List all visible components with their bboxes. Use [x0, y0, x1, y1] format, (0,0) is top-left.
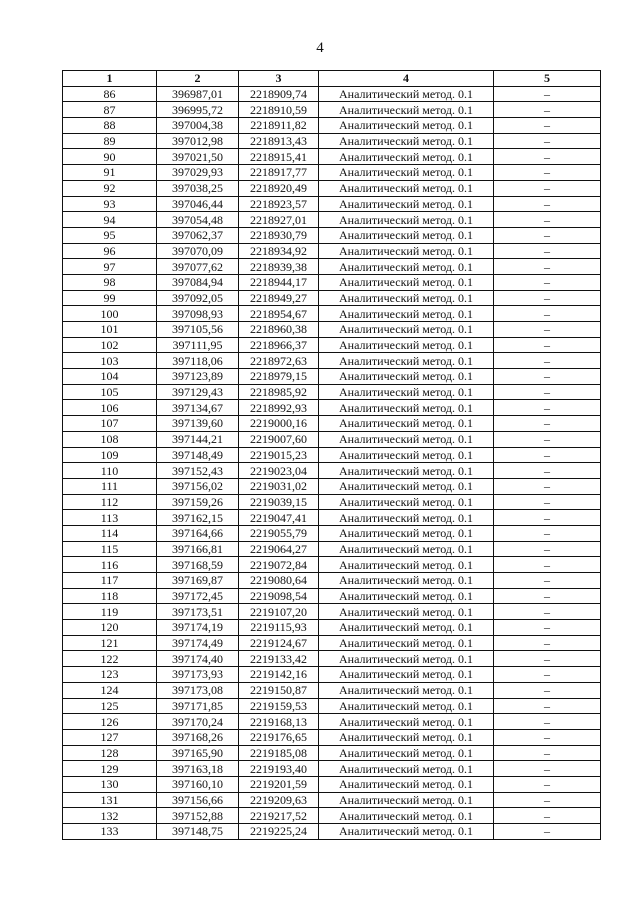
- method-cell: Аналитический метод. 0.1: [319, 416, 494, 432]
- point-number: 87: [63, 102, 157, 118]
- coord-x: 397164,66: [157, 525, 239, 541]
- table-row: [63, 604, 601, 620]
- coord-y: 2219023,04: [239, 463, 319, 479]
- page-number: 4: [316, 40, 324, 56]
- coord-x: 397111,95: [157, 337, 239, 353]
- method-cell: Аналитический метод. 0.1: [319, 212, 494, 228]
- coord-y: 2218923,57: [239, 196, 319, 212]
- note-cell: –: [494, 510, 601, 526]
- coord-y: 2218910,59: [239, 102, 319, 118]
- method-cell: Аналитический метод. 0.1: [319, 557, 494, 573]
- coord-y: 2218966,37: [239, 337, 319, 353]
- point-number: 110: [63, 463, 157, 479]
- method-cell: Аналитический метод. 0.1: [319, 620, 494, 636]
- point-number: 127: [63, 729, 157, 745]
- method-cell: Аналитический метод. 0.1: [319, 714, 494, 730]
- note-cell: –: [494, 149, 601, 165]
- coord-x: 397062,37: [157, 227, 239, 243]
- method-cell: Аналитический метод. 0.1: [319, 510, 494, 526]
- method-cell: Аналитический метод. 0.1: [319, 337, 494, 353]
- method-cell: Аналитический метод. 0.1: [319, 353, 494, 369]
- note-cell: –: [494, 306, 601, 322]
- method-cell: Аналитический метод. 0.1: [319, 227, 494, 243]
- coord-x: 397173,93: [157, 667, 239, 683]
- point-number: 94: [63, 212, 157, 228]
- point-number: 96: [63, 243, 157, 259]
- note-cell: –: [494, 729, 601, 745]
- header-col-4: 4: [319, 71, 494, 87]
- coord-y: 2219115,93: [239, 620, 319, 636]
- table-row: [63, 698, 601, 714]
- coord-x: 397038,25: [157, 180, 239, 196]
- point-number: 123: [63, 667, 157, 683]
- point-number: 109: [63, 447, 157, 463]
- coord-x: 397171,85: [157, 698, 239, 714]
- method-cell: Аналитический метод. 0.1: [319, 384, 494, 400]
- method-cell: Аналитический метод. 0.1: [319, 494, 494, 510]
- method-cell: Аналитический метод. 0.1: [319, 86, 494, 102]
- coord-y: 2219107,20: [239, 604, 319, 620]
- point-number: 99: [63, 290, 157, 306]
- note-cell: –: [494, 431, 601, 447]
- note-cell: –: [494, 463, 601, 479]
- coord-y: 2219193,40: [239, 761, 319, 777]
- method-cell: Аналитический метод. 0.1: [319, 604, 494, 620]
- coord-y: 2219072,84: [239, 557, 319, 573]
- coord-x: 397174,40: [157, 651, 239, 667]
- coord-x: 397105,56: [157, 322, 239, 338]
- table-row: [63, 808, 601, 824]
- table-header: [63, 71, 601, 87]
- coord-x: 397148,49: [157, 447, 239, 463]
- method-cell: Аналитический метод. 0.1: [319, 573, 494, 589]
- coord-y: 2219098,54: [239, 588, 319, 604]
- table-row: [63, 149, 601, 165]
- note-cell: –: [494, 808, 601, 824]
- table-row: [63, 478, 601, 494]
- coord-y: 2219150,87: [239, 682, 319, 698]
- method-cell: Аналитический метод. 0.1: [319, 824, 494, 840]
- table-row: [63, 525, 601, 541]
- point-number: 114: [63, 525, 157, 541]
- coord-x: 397173,51: [157, 604, 239, 620]
- header-col-1: 1: [63, 71, 157, 87]
- coord-x: 397152,88: [157, 808, 239, 824]
- table-row: [63, 353, 601, 369]
- coord-x: 396987,01: [157, 86, 239, 102]
- method-cell: Аналитический метод. 0.1: [319, 792, 494, 808]
- table-row: [63, 337, 601, 353]
- header-col-5: 5: [494, 71, 601, 87]
- point-number: 90: [63, 149, 157, 165]
- point-number: 132: [63, 808, 157, 824]
- note-cell: –: [494, 447, 601, 463]
- method-cell: Аналитический метод. 0.1: [319, 400, 494, 416]
- note-cell: –: [494, 369, 601, 385]
- note-cell: –: [494, 353, 601, 369]
- point-number: 131: [63, 792, 157, 808]
- method-cell: Аналитический метод. 0.1: [319, 196, 494, 212]
- method-cell: Аналитический метод. 0.1: [319, 431, 494, 447]
- note-cell: –: [494, 290, 601, 306]
- coord-x: 397139,60: [157, 416, 239, 432]
- coord-x: 397148,75: [157, 824, 239, 840]
- point-number: 102: [63, 337, 157, 353]
- method-cell: Аналитический метод. 0.1: [319, 667, 494, 683]
- coord-x: 397092,05: [157, 290, 239, 306]
- note-cell: –: [494, 243, 601, 259]
- coord-y: 2219159,53: [239, 698, 319, 714]
- note-cell: –: [494, 525, 601, 541]
- point-number: 116: [63, 557, 157, 573]
- coord-y: 2219225,24: [239, 824, 319, 840]
- coord-y: 2218939,38: [239, 259, 319, 275]
- table-row: [63, 745, 601, 761]
- table-row: [63, 510, 601, 526]
- method-cell: Аналитический метод. 0.1: [319, 243, 494, 259]
- coord-y: 2219031,02: [239, 478, 319, 494]
- note-cell: –: [494, 494, 601, 510]
- point-number: 91: [63, 165, 157, 181]
- point-number: 115: [63, 541, 157, 557]
- note-cell: –: [494, 714, 601, 730]
- coord-x: 397162,15: [157, 510, 239, 526]
- coord-y: 2218911,82: [239, 118, 319, 134]
- coord-x: 397160,10: [157, 776, 239, 792]
- note-cell: –: [494, 478, 601, 494]
- method-cell: Аналитический метод. 0.1: [319, 776, 494, 792]
- coord-x: 397134,67: [157, 400, 239, 416]
- coord-x: 397054,48: [157, 212, 239, 228]
- coord-y: 2219064,27: [239, 541, 319, 557]
- point-number: 122: [63, 651, 157, 667]
- point-number: 88: [63, 118, 157, 134]
- note-cell: –: [494, 792, 601, 808]
- point-number: 101: [63, 322, 157, 338]
- coord-y: 2219133,42: [239, 651, 319, 667]
- coord-x: 397144,21: [157, 431, 239, 447]
- table-row: [63, 651, 601, 667]
- table-row: [63, 274, 601, 290]
- coord-x: 397152,43: [157, 463, 239, 479]
- method-cell: Аналитический метод. 0.1: [319, 808, 494, 824]
- table-row: [63, 667, 601, 683]
- method-cell: Аналитический метод. 0.1: [319, 165, 494, 181]
- coord-x: 397165,90: [157, 745, 239, 761]
- table-row: [63, 541, 601, 557]
- method-cell: Аналитический метод. 0.1: [319, 729, 494, 745]
- coord-y: 2219000,16: [239, 416, 319, 432]
- point-number: 108: [63, 431, 157, 447]
- method-cell: Аналитический метод. 0.1: [319, 745, 494, 761]
- coord-x: 397168,59: [157, 557, 239, 573]
- coord-x: 397123,89: [157, 369, 239, 385]
- point-number: 121: [63, 635, 157, 651]
- table-row: [63, 557, 601, 573]
- coord-y: 2218934,92: [239, 243, 319, 259]
- note-cell: –: [494, 541, 601, 557]
- note-cell: –: [494, 745, 601, 761]
- method-cell: Аналитический метод. 0.1: [319, 588, 494, 604]
- note-cell: –: [494, 227, 601, 243]
- coord-y: 2218909,74: [239, 86, 319, 102]
- coord-y: 2219080,64: [239, 573, 319, 589]
- table-row: [63, 133, 601, 149]
- table-row: [63, 463, 601, 479]
- point-number: 97: [63, 259, 157, 275]
- table-row: [63, 729, 601, 745]
- point-number: 129: [63, 761, 157, 777]
- method-cell: Аналитический метод. 0.1: [319, 635, 494, 651]
- note-cell: –: [494, 635, 601, 651]
- table-row: [63, 682, 601, 698]
- method-cell: Аналитический метод. 0.1: [319, 322, 494, 338]
- note-cell: –: [494, 165, 601, 181]
- note-cell: –: [494, 322, 601, 338]
- method-cell: Аналитический метод. 0.1: [319, 118, 494, 134]
- method-cell: Аналитический метод. 0.1: [319, 463, 494, 479]
- coord-y: 2218992,93: [239, 400, 319, 416]
- coord-x: 397012,98: [157, 133, 239, 149]
- coord-y: 2219209,63: [239, 792, 319, 808]
- coord-y: 2218927,01: [239, 212, 319, 228]
- coord-y: 2219007,60: [239, 431, 319, 447]
- coord-y: 2218972,63: [239, 353, 319, 369]
- coord-x: 397004,38: [157, 118, 239, 134]
- note-cell: –: [494, 573, 601, 589]
- coord-y: 2219015,23: [239, 447, 319, 463]
- point-number: 89: [63, 133, 157, 149]
- method-cell: Аналитический метод. 0.1: [319, 698, 494, 714]
- method-cell: Аналитический метод. 0.1: [319, 447, 494, 463]
- coord-y: 2218944,17: [239, 274, 319, 290]
- coord-y: 2218920,49: [239, 180, 319, 196]
- coord-y: 2219168,13: [239, 714, 319, 730]
- coord-x: 397172,45: [157, 588, 239, 604]
- note-cell: –: [494, 196, 601, 212]
- note-cell: –: [494, 118, 601, 134]
- point-number: 111: [63, 478, 157, 494]
- method-cell: Аналитический метод. 0.1: [319, 682, 494, 698]
- header-row: [63, 71, 601, 87]
- point-number: 117: [63, 573, 157, 589]
- table-row: [63, 620, 601, 636]
- note-cell: –: [494, 133, 601, 149]
- note-cell: –: [494, 651, 601, 667]
- table-row: [63, 761, 601, 777]
- coord-x: 397170,24: [157, 714, 239, 730]
- table-row: [63, 180, 601, 196]
- table-row: [63, 212, 601, 228]
- point-number: 113: [63, 510, 157, 526]
- coord-y: 2218985,92: [239, 384, 319, 400]
- coord-x: 397021,50: [157, 149, 239, 165]
- table-row: [63, 776, 601, 792]
- method-cell: Аналитический метод. 0.1: [319, 102, 494, 118]
- point-number: 98: [63, 274, 157, 290]
- note-cell: –: [494, 400, 601, 416]
- table-row: [63, 196, 601, 212]
- table-row: [63, 369, 601, 385]
- method-cell: Аналитический метод. 0.1: [319, 525, 494, 541]
- coord-x: 397118,06: [157, 353, 239, 369]
- table-row: [63, 635, 601, 651]
- header-col-3: 3: [239, 71, 319, 87]
- coord-x: 397173,08: [157, 682, 239, 698]
- table-row: [63, 306, 601, 322]
- point-number: 119: [63, 604, 157, 620]
- method-cell: Аналитический метод. 0.1: [319, 369, 494, 385]
- point-number: 93: [63, 196, 157, 212]
- point-number: 92: [63, 180, 157, 196]
- table-row: [63, 290, 601, 306]
- table-row: [63, 431, 601, 447]
- table-row: [63, 322, 601, 338]
- header-col-2: 2: [157, 71, 239, 87]
- note-cell: –: [494, 682, 601, 698]
- table-row: [63, 118, 601, 134]
- method-cell: Аналитический метод. 0.1: [319, 761, 494, 777]
- coord-y: 2219201,59: [239, 776, 319, 792]
- method-cell: Аналитический метод. 0.1: [319, 274, 494, 290]
- coord-y: 2218949,27: [239, 290, 319, 306]
- table-row: [63, 573, 601, 589]
- table-row: [63, 494, 601, 510]
- method-cell: Аналитический метод. 0.1: [319, 651, 494, 667]
- note-cell: –: [494, 761, 601, 777]
- table-row: [63, 400, 601, 416]
- point-number: 130: [63, 776, 157, 792]
- note-cell: –: [494, 698, 601, 714]
- coord-y: 2218930,79: [239, 227, 319, 243]
- method-cell: Аналитический метод. 0.1: [319, 259, 494, 275]
- coord-x: 397163,18: [157, 761, 239, 777]
- coord-x: 397159,26: [157, 494, 239, 510]
- point-number: 103: [63, 353, 157, 369]
- coord-y: 2219055,79: [239, 525, 319, 541]
- table-row: [63, 243, 601, 259]
- method-cell: Аналитический метод. 0.1: [319, 149, 494, 165]
- coord-x: 396995,72: [157, 102, 239, 118]
- note-cell: –: [494, 337, 601, 353]
- note-cell: –: [494, 212, 601, 228]
- table-row: [63, 227, 601, 243]
- method-cell: Аналитический метод. 0.1: [319, 180, 494, 196]
- point-number: 95: [63, 227, 157, 243]
- point-number: 106: [63, 400, 157, 416]
- method-cell: Аналитический метод. 0.1: [319, 306, 494, 322]
- coord-y: 2218915,41: [239, 149, 319, 165]
- coord-x: 397029,93: [157, 165, 239, 181]
- point-number: 100: [63, 306, 157, 322]
- coord-x: 397129,43: [157, 384, 239, 400]
- note-cell: –: [494, 102, 601, 118]
- note-cell: –: [494, 588, 601, 604]
- note-cell: –: [494, 274, 601, 290]
- coord-y: 2218917,77: [239, 165, 319, 181]
- table-row: [63, 384, 601, 400]
- note-cell: –: [494, 180, 601, 196]
- coord-x: 397168,26: [157, 729, 239, 745]
- point-number: 104: [63, 369, 157, 385]
- table-row: [63, 86, 601, 102]
- point-number: 86: [63, 86, 157, 102]
- coord-y: 2219217,52: [239, 808, 319, 824]
- note-cell: –: [494, 86, 601, 102]
- table-row: [63, 714, 601, 730]
- table-body: [63, 86, 601, 839]
- point-number: 128: [63, 745, 157, 761]
- coord-y: 2219039,15: [239, 494, 319, 510]
- coord-x: 397084,94: [157, 274, 239, 290]
- coord-x: 397166,81: [157, 541, 239, 557]
- method-cell: Аналитический метод. 0.1: [319, 133, 494, 149]
- method-cell: Аналитический метод. 0.1: [319, 290, 494, 306]
- coord-x: 397156,02: [157, 478, 239, 494]
- coord-x: 397174,19: [157, 620, 239, 636]
- point-number: 126: [63, 714, 157, 730]
- point-number: 133: [63, 824, 157, 840]
- coord-y: 2218960,38: [239, 322, 319, 338]
- coord-y: 2219185,08: [239, 745, 319, 761]
- method-cell: Аналитический метод. 0.1: [319, 478, 494, 494]
- table-row: [63, 102, 601, 118]
- coord-y: 2218979,15: [239, 369, 319, 385]
- note-cell: –: [494, 776, 601, 792]
- note-cell: –: [494, 620, 601, 636]
- table-row: [63, 259, 601, 275]
- point-number: 125: [63, 698, 157, 714]
- note-cell: –: [494, 259, 601, 275]
- note-cell: –: [494, 824, 601, 840]
- note-cell: –: [494, 557, 601, 573]
- coord-x: 397169,87: [157, 573, 239, 589]
- point-number: 105: [63, 384, 157, 400]
- table-row: [63, 447, 601, 463]
- method-cell: Аналитический метод. 0.1: [319, 541, 494, 557]
- note-cell: –: [494, 416, 601, 432]
- coord-x: 397077,62: [157, 259, 239, 275]
- note-cell: –: [494, 384, 601, 400]
- coord-x: 397070,09: [157, 243, 239, 259]
- coord-y: 2219047,41: [239, 510, 319, 526]
- coord-x: 397098,93: [157, 306, 239, 322]
- note-cell: –: [494, 667, 601, 683]
- coord-y: 2219124,67: [239, 635, 319, 651]
- coord-x: 397156,66: [157, 792, 239, 808]
- table-row: [63, 588, 601, 604]
- coord-y: 2219176,65: [239, 729, 319, 745]
- coord-y: 2219142,16: [239, 667, 319, 683]
- coord-y: 2218954,67: [239, 306, 319, 322]
- table-row: [63, 792, 601, 808]
- note-cell: –: [494, 604, 601, 620]
- point-number: 112: [63, 494, 157, 510]
- table-row: [63, 416, 601, 432]
- point-number: 118: [63, 588, 157, 604]
- table-row: [63, 165, 601, 181]
- coord-y: 2218913,43: [239, 133, 319, 149]
- table-row: [63, 824, 601, 840]
- point-number: 107: [63, 416, 157, 432]
- coord-x: 397046,44: [157, 196, 239, 212]
- point-number: 120: [63, 620, 157, 636]
- coord-x: 397174,49: [157, 635, 239, 651]
- point-number: 124: [63, 682, 157, 698]
- coordinates-table: [62, 70, 601, 840]
